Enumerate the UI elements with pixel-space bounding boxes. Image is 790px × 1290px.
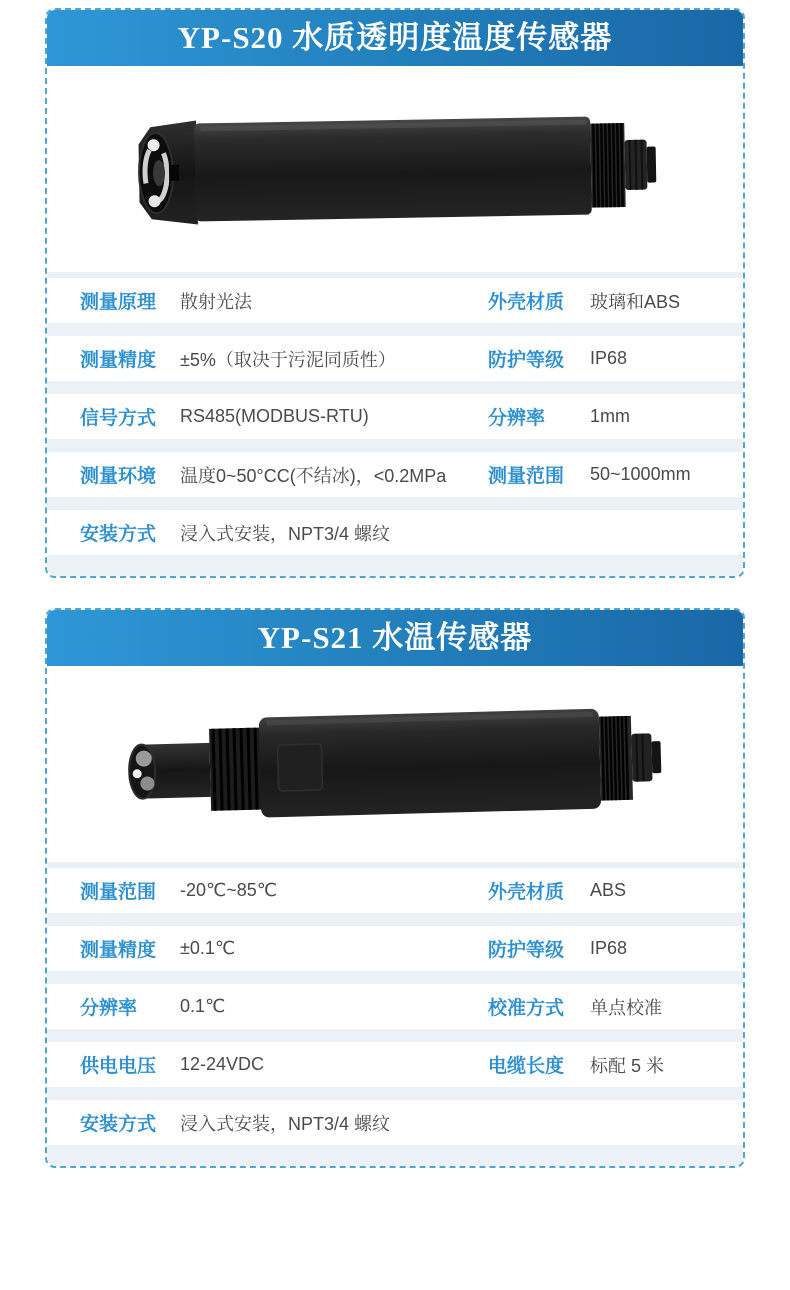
spec-row: [47, 394, 743, 439]
spec-row: [47, 1100, 743, 1145]
spec-row: [47, 1042, 743, 1087]
spec-value: 玻璃和ABS: [590, 291, 681, 312]
spec-label: 防护等级: [488, 940, 565, 961]
spec-row: [47, 984, 743, 1029]
spec-label: 防护等级: [488, 350, 565, 371]
spec-label: 测量范围: [488, 466, 565, 487]
product-title-yp-s20: YP-S20 水质透明度温度传感器: [177, 19, 613, 55]
spec-value: 温度0~50°CC(不结冰)，<0.2MPa: [180, 465, 447, 486]
spec-value: 散射光法: [180, 291, 252, 312]
spec-value: IP68: [590, 348, 628, 368]
spec-label: 外壳材质: [488, 882, 565, 903]
spec-value: 0.1℃: [180, 996, 226, 1016]
spec-label: 外壳材质: [488, 292, 565, 313]
spec-table-yp-s20: [47, 272, 743, 576]
spec-row: [47, 336, 743, 381]
spec-label: 安装方式: [80, 524, 157, 545]
spec-label: 信号方式: [80, 408, 157, 429]
spec-label: 供电电压: [80, 1056, 157, 1077]
spec-value: ABS: [590, 880, 627, 900]
spec-value: -20℃~85℃: [180, 880, 277, 900]
spec-value: ±0.1℃: [180, 938, 236, 958]
spec-value: IP68: [590, 938, 628, 958]
spec-label: 分辨率: [488, 408, 546, 429]
spec-value: 单点校准: [590, 997, 662, 1018]
spec-value: 50~1000mm: [590, 464, 691, 484]
spec-label: 测量精度: [80, 940, 157, 961]
spec-label: 测量范围: [80, 882, 157, 903]
spec-row: [47, 452, 743, 497]
spec-value: RS485(MODBUS-RTU): [180, 406, 369, 426]
product-title-yp-s21: YP-S21 水温传感器: [257, 619, 533, 655]
spec-label: 测量环境: [80, 466, 157, 487]
banner-yp-s20: [45, 8, 745, 66]
product-image-area-yp-s20: [47, 66, 743, 272]
spec-row: [47, 278, 743, 323]
spec-label: 测量原理: [80, 292, 157, 313]
spec-label: 安装方式: [80, 1114, 157, 1135]
sensor-photo-yp-s20: [132, 109, 659, 228]
spec-value: 标配 5 米: [590, 1055, 665, 1076]
spec-value: ±5%（取决于污泥同质性）: [180, 349, 396, 370]
spec-row: [47, 926, 743, 971]
spec-label: 校准方式: [488, 998, 565, 1019]
spec-value: 浸入式安装，NPT3/4 螺纹: [180, 1113, 391, 1134]
spec-table-yp-s21: [47, 862, 743, 1166]
spec-value: 1mm: [590, 406, 630, 426]
spec-value: 12-24VDC: [180, 1054, 265, 1074]
spec-label: 分辨率: [80, 998, 138, 1019]
sensor-photo-yp-s21: [126, 697, 664, 831]
product-image-area-yp-s21: [47, 666, 743, 862]
spec-row: [47, 510, 743, 555]
banner-yp-s21: [45, 608, 745, 666]
spec-label: 测量精度: [80, 350, 157, 371]
spec-row: [47, 868, 743, 913]
spec-value: 浸入式安装，NPT3/4 螺纹: [180, 523, 391, 544]
product-card-yp-s21: [45, 608, 745, 1168]
product-card-yp-s20: [45, 8, 745, 578]
spec-label: 电缆长度: [488, 1056, 565, 1077]
